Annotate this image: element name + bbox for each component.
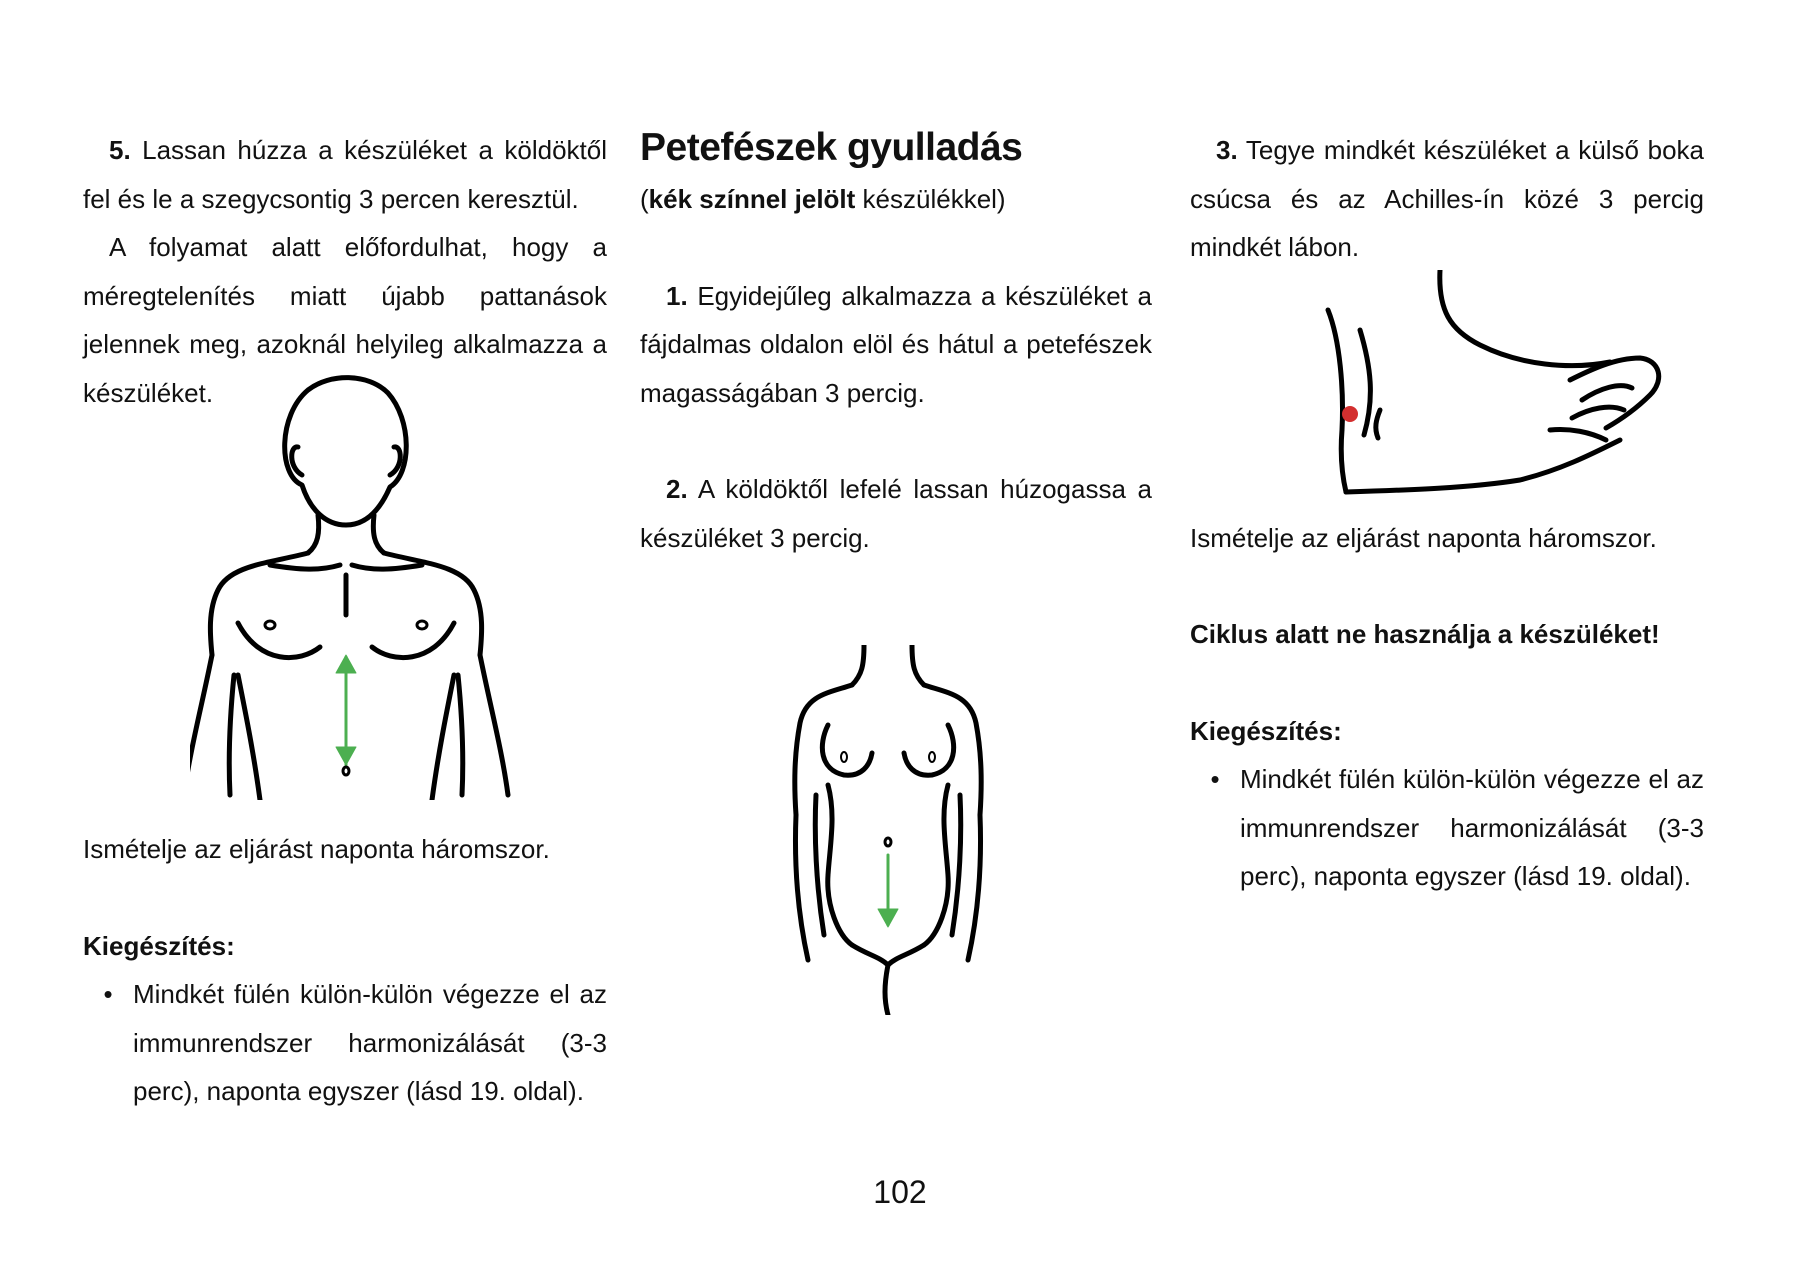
double-arrow-icon	[336, 655, 356, 765]
foot-ankle-figure	[1320, 270, 1670, 500]
supplement-bullet-text: Mindkét fülén külön-külön végezze el az immunrendszer harmonizálását (3-3 perc), naponta egyszer (lásd 19. oldal).	[133, 979, 607, 1106]
section-title: Petefészek gyulladás	[640, 126, 1023, 169]
female-torso-figure	[788, 645, 988, 1015]
down-arrow-icon	[878, 855, 898, 927]
subtitle-highlight: kék színnel jelölt	[648, 184, 856, 214]
section-subtitle: (kék színnel jelölt készülékkel)	[640, 184, 1006, 214]
middle-column	[640, 123, 1152, 562]
step-5	[83, 126, 607, 223]
repeat-instruction-right: Ismételje az eljárást naponta háromszor.	[1190, 522, 1657, 553]
bullet-icon: •	[1210, 764, 1220, 794]
acupoint-marker	[1342, 406, 1358, 422]
step-3-text: Tegye mindkét készüléket a külső boka csúcsa és az Achilles-ín közé 3 percig mindkét lábon.	[1190, 135, 1704, 262]
step-2-text: A köldöktől lefelé lassan húzogassa a készüléket 3 percig.	[640, 474, 1152, 553]
supplement-heading-left: Kiegészítés:	[83, 930, 235, 961]
supplement-heading-right: Kiegészítés:	[1190, 715, 1342, 746]
supplement-bullet-text: Mindkét fülén külön-külön végezze el az immunrendszer harmonizálását (3-3 perc), naponta egyszer (lásd 19. oldal).	[1240, 764, 1704, 891]
supplement-bullet-left	[83, 970, 607, 1116]
right-column	[1190, 126, 1704, 901]
detox-note: A folyamat alatt előfordulhat, hogy a méregtelenítés miatt újabb pattanások jelennek meg, azoknál helyileg alkalmazza a készüléket.	[83, 232, 607, 408]
page-number: 102	[873, 1174, 927, 1210]
step-1	[640, 272, 1152, 418]
step-2-number: 2.	[666, 474, 688, 504]
step-2	[640, 465, 1152, 562]
male-torso-figure	[190, 375, 520, 800]
step-1-text: Egyidejűleg alkalmazza a készüléket a fájdalmas oldalon elöl és hátul a petefészek magasságában 3 percig.	[640, 280, 1152, 408]
cycle-warning: Ciklus alatt ne használja a készüléket!	[1190, 619, 1660, 649]
repeat-instruction-left: Ismételje az eljárást naponta háromszor.	[83, 834, 550, 864]
step-3	[1190, 126, 1704, 272]
step-1-number: 1.	[666, 280, 688, 311]
supplement-bullet-right	[1190, 755, 1704, 901]
step-3-number: 3.	[1216, 135, 1238, 165]
step-5-number: 5.	[109, 135, 131, 165]
bullet-icon: •	[103, 979, 113, 1009]
step-5-text: Lassan húzza a készüléket a köldöktől fel és le a szegycsontig 3 percen keresztül.	[83, 135, 607, 214]
